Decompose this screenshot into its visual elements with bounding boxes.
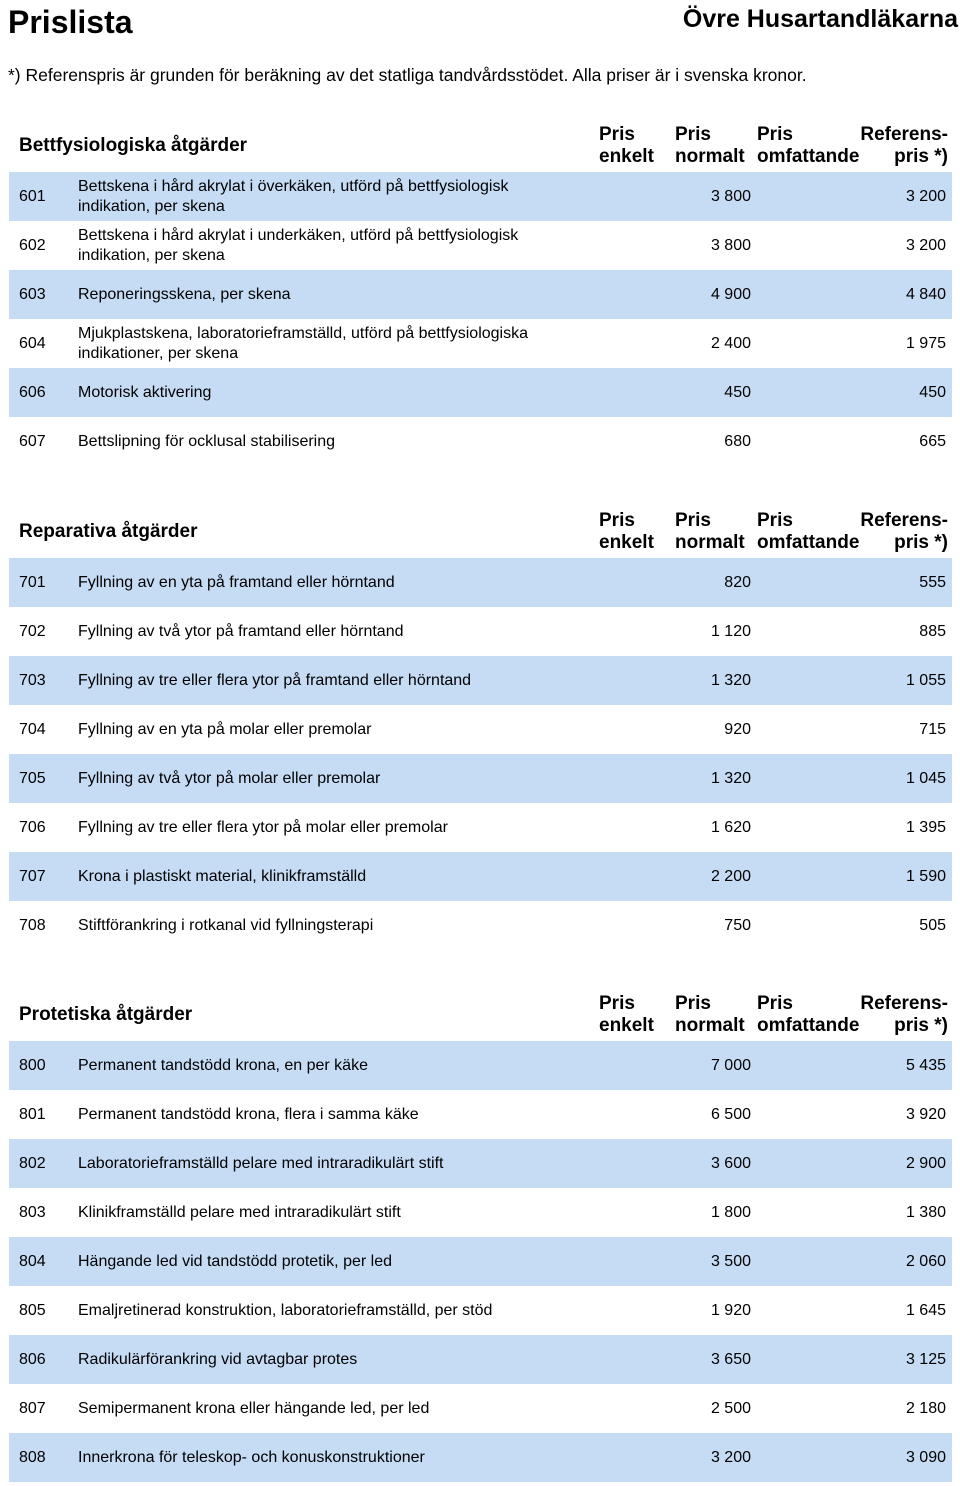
treatment-code: 806 [19, 1350, 46, 1368]
column-header-enkelt [599, 124, 654, 168]
price-row [9, 1237, 952, 1286]
price-section [9, 510, 952, 950]
column-header-normalt [675, 124, 745, 168]
price-normal: 3 650 [710, 1350, 751, 1368]
reference-price: 4 840 [905, 285, 946, 303]
column-header-referens [860, 993, 948, 1037]
treatment-code: 706 [19, 818, 46, 836]
treatment-description: Fyllning av två ytor på framtand eller hörntand [78, 622, 404, 640]
treatment-description: Bettskena i hård akrylat i underkäken, utförd på bettfysiologisk indikation, per skena [78, 226, 519, 264]
treatment-description: Fyllning av tre eller flera ytor på framtand eller hörntand [78, 671, 472, 689]
treatment-code: 800 [19, 1056, 46, 1074]
price-normal: 3 800 [710, 236, 751, 254]
column-header-line: omfattande [757, 532, 860, 553]
reference-price: 2 060 [905, 1252, 946, 1270]
reference-price: 1 380 [905, 1203, 946, 1221]
reference-price: 450 [919, 383, 946, 401]
column-header-line: Referens- [860, 993, 948, 1014]
column-header-normalt [675, 510, 745, 554]
column-header-line: Pris [757, 993, 793, 1014]
clinic-name: Övre Husartandläkarna [682, 5, 958, 33]
column-header-referens [860, 124, 948, 168]
section-title: Reparativa åtgärder [19, 521, 198, 542]
treatment-description: Fyllning av två ytor på molar eller premolar [78, 769, 381, 787]
price-normal: 750 [724, 916, 751, 934]
treatment-code: 808 [19, 1448, 46, 1466]
treatment-code: 601 [19, 187, 46, 205]
reference-price: 1 975 [905, 334, 946, 352]
column-header-line: Pris [599, 124, 635, 145]
treatment-description: Fyllning av tre eller flera ytor på molar eller premolar [78, 818, 448, 836]
treatment-description: Permanent tandstödd krona, en per käke [78, 1056, 368, 1074]
reference-price: 1 645 [905, 1301, 946, 1319]
price-row [9, 1188, 952, 1237]
treatment-code: 604 [19, 334, 46, 352]
price-row [9, 852, 952, 901]
reference-price: 505 [919, 916, 946, 934]
treatment-description: Emaljretinerad konstruktion, laboratorieframställd, per stöd [78, 1301, 493, 1319]
reference-price: 885 [919, 622, 946, 640]
reference-price: 665 [919, 432, 946, 450]
price-row [9, 1286, 952, 1335]
column-header-line: Pris [757, 510, 793, 531]
price-normal: 450 [724, 383, 751, 401]
column-header-enkelt [599, 993, 654, 1037]
treatment-code: 802 [19, 1154, 46, 1172]
price-normal: 2 400 [710, 334, 751, 352]
reference-price: 3 200 [905, 187, 946, 205]
reference-price: 3 200 [905, 236, 946, 254]
treatment-description: Reponeringsskena, per skena [78, 285, 291, 303]
section-header [9, 993, 952, 1041]
price-row [9, 803, 952, 852]
reference-note: *) Referenspris är grunden för beräkning av det statliga tandvårdsstödet. Alla priser är i svenska kronor. [8, 65, 807, 85]
reference-price: 1 590 [905, 867, 946, 885]
treatment-description: Stiftförankring i rotkanal vid fyllningsterapi [78, 916, 374, 934]
column-header-line: pris *) [894, 1015, 948, 1036]
price-normal: 7 000 [710, 1056, 751, 1074]
column-header-line: omfattande [757, 1015, 860, 1036]
price-section [9, 124, 952, 466]
price-normal: 1 320 [710, 671, 751, 689]
treatment-code: 705 [19, 769, 46, 787]
price-normal: 920 [724, 720, 751, 738]
treatment-code: 807 [19, 1399, 46, 1417]
price-normal: 4 900 [710, 285, 751, 303]
price-normal: 3 500 [710, 1252, 751, 1270]
price-row [9, 319, 952, 368]
column-header-line: Pris [599, 510, 635, 531]
price-normal: 2 500 [710, 1399, 751, 1417]
price-normal: 820 [724, 573, 751, 591]
price-row [9, 368, 952, 417]
price-normal: 1 920 [710, 1301, 751, 1319]
reference-price: 3 125 [905, 1350, 946, 1368]
column-header-line: normalt [675, 532, 745, 553]
price-row [9, 656, 952, 705]
column-header-line: Pris [599, 993, 635, 1014]
price-normal: 680 [724, 432, 751, 450]
price-normal: 1 800 [710, 1203, 751, 1221]
treatment-code: 701 [19, 573, 46, 591]
column-header-omfattande [757, 124, 859, 168]
treatment-description: Bettslipning för ocklusal stabilisering [78, 432, 336, 450]
price-normal: 1 120 [710, 622, 751, 640]
price-section [9, 993, 952, 1482]
price-normal: 3 600 [710, 1154, 751, 1172]
column-header-normalt [675, 993, 745, 1037]
column-header-line: Pris [675, 124, 711, 145]
treatment-code: 803 [19, 1203, 46, 1221]
price-row [9, 754, 952, 803]
treatment-code: 708 [19, 916, 46, 934]
column-header-line: Pris [675, 993, 711, 1014]
price-row [9, 901, 952, 950]
column-header-line: Pris [757, 124, 793, 145]
reference-price: 715 [919, 720, 946, 738]
column-header-line: normalt [675, 146, 745, 167]
treatment-description: Mjukplastskena, laboratorieframställd, utförd på bettfysiologiska indikationer, per skena [78, 324, 528, 362]
treatment-description: Hängande led vid tandstödd protetik, per led [78, 1252, 392, 1270]
reference-price: 555 [919, 573, 946, 591]
price-row [9, 172, 952, 221]
price-row [9, 705, 952, 754]
column-header-line: pris *) [894, 146, 948, 167]
column-header-omfattande [757, 510, 859, 554]
price-normal: 6 500 [710, 1105, 751, 1123]
treatment-code: 704 [19, 720, 46, 738]
treatment-description: Krona i plastiskt material, klinikframställd [78, 867, 367, 885]
price-row [9, 607, 952, 656]
treatment-description: Motorisk aktivering [78, 383, 212, 401]
reference-price: 5 435 [905, 1056, 946, 1074]
price-row [9, 1384, 952, 1433]
treatment-description: Fyllning av en yta på framtand eller hörntand [78, 573, 395, 591]
reference-price: 3 920 [905, 1105, 946, 1123]
reference-price: 1 045 [905, 769, 946, 787]
column-header-line: enkelt [599, 146, 654, 167]
price-row [9, 1041, 952, 1090]
price-row [9, 1090, 952, 1139]
price-row [9, 1139, 952, 1188]
column-header-line: enkelt [599, 532, 654, 553]
treatment-code: 603 [19, 285, 46, 303]
section-title: Protetiska åtgärder [19, 1004, 193, 1025]
treatment-code: 804 [19, 1252, 46, 1270]
price-row [9, 1433, 952, 1482]
price-normal: 2 200 [710, 867, 751, 885]
reference-price: 2 180 [905, 1399, 946, 1417]
price-normal: 3 200 [710, 1448, 751, 1466]
reference-price: 3 090 [905, 1448, 946, 1466]
treatment-code: 702 [19, 622, 46, 640]
treatment-code: 607 [19, 432, 46, 450]
section-title: Bettfysiologiska åtgärder [19, 135, 248, 156]
column-header-line: Pris [675, 510, 711, 531]
price-row [9, 270, 952, 319]
price-row [9, 417, 952, 466]
price-normal: 1 620 [710, 818, 751, 836]
column-header-line: Referens- [860, 124, 948, 145]
treatment-description: Radikulärförankring vid avtagbar protes [78, 1350, 358, 1368]
treatment-code: 606 [19, 383, 46, 401]
column-header-referens [860, 510, 948, 554]
reference-price: 2 900 [905, 1154, 946, 1172]
page-title: Prislista [8, 4, 133, 40]
price-row [9, 1335, 952, 1384]
price-normal: 1 320 [710, 769, 751, 787]
price-normal: 3 800 [710, 187, 751, 205]
treatment-description: Permanent tandstödd krona, flera i samma käke [78, 1105, 419, 1123]
treatment-description: Semipermanent krona eller hängande led, per led [78, 1399, 430, 1417]
treatment-code: 707 [19, 867, 46, 885]
reference-price: 1 055 [905, 671, 946, 689]
treatment-description: Bettskena i hård akrylat i överkäken, utförd på bettfysiologisk indikation, per skena [78, 177, 509, 215]
treatment-code: 602 [19, 236, 46, 254]
section-header [9, 124, 952, 172]
treatment-description: Laboratorieframställd pelare med intraradikulärt stift [78, 1154, 444, 1172]
column-header-line: normalt [675, 1015, 745, 1036]
reference-price: 1 395 [905, 818, 946, 836]
column-header-omfattande [757, 993, 859, 1037]
treatment-description: Klinikframställd pelare med intraradikulärt stift [78, 1203, 401, 1221]
treatment-code: 805 [19, 1301, 46, 1319]
column-header-enkelt [599, 510, 654, 554]
treatment-description: Fyllning av en yta på molar eller premolar [78, 720, 372, 738]
treatment-code: 703 [19, 671, 46, 689]
price-row [9, 558, 952, 607]
treatment-code: 801 [19, 1105, 46, 1123]
price-row [9, 221, 952, 270]
column-header-line: omfattande [757, 146, 860, 167]
column-header-line: pris *) [894, 532, 948, 553]
section-header [9, 510, 952, 558]
column-header-line: enkelt [599, 1015, 654, 1036]
column-header-line: Referens- [860, 510, 948, 531]
treatment-description: Innerkrona för teleskop- och konuskonstruktioner [78, 1448, 425, 1466]
